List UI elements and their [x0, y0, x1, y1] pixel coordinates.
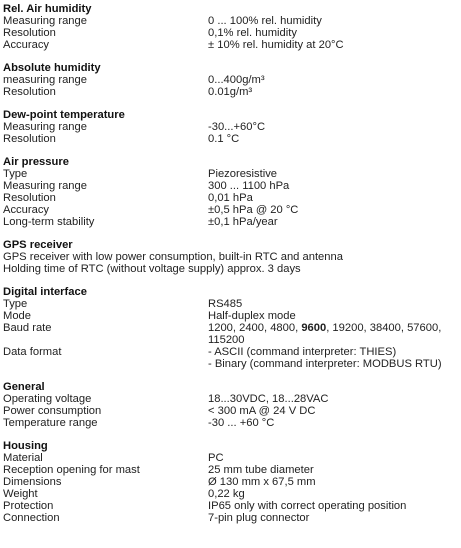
spec-label: Accuracy — [3, 204, 50, 216]
spec-row — [3, 121, 461, 133]
spec-value: -30...+60°C — [208, 121, 266, 133]
section-title: Air pressure — [3, 156, 69, 168]
baud-rate-values — [208, 322, 458, 346]
spec-value: 0.01g/m³ — [208, 86, 253, 98]
baud-rate-before: 1200, 2400, 4800, — [208, 322, 302, 334]
spec-row — [3, 192, 461, 204]
spec-value: -30 ... +60 °C — [208, 417, 275, 429]
baud-rate-line — [208, 322, 458, 334]
baud-rate-default: 9600 — [301, 322, 327, 334]
gps-description-line: GPS receiver with low power consumption, built-in RTC and antenna — [3, 251, 343, 263]
section-digital-interface — [3, 286, 461, 370]
spec-value: 0...400g/m³ — [208, 74, 265, 86]
spec-row — [3, 393, 461, 405]
spec-row — [3, 27, 461, 39]
spec-label: Measuring range — [3, 15, 87, 27]
spec-row — [3, 417, 461, 429]
gps-description-line: Holding time of RTC (without voltage supply) approx. 3 days — [3, 263, 301, 275]
spec-label: Resolution — [3, 27, 56, 39]
spec-value: 0,22 kg — [208, 488, 245, 500]
spec-row — [3, 488, 461, 500]
spec-value: 300 ... 1100 hPa — [208, 180, 290, 192]
spec-label: Temperature range — [3, 417, 98, 429]
baud-rate-line: 115200 — [208, 334, 245, 346]
spec-label: Long-term stability — [3, 216, 95, 228]
spec-row-baud — [3, 322, 461, 346]
spec-row — [3, 512, 461, 524]
baud-rate-after: , 19200, 38400, 57600, — [326, 322, 442, 334]
spec-value: 7-pin plug connector — [208, 512, 310, 524]
spec-label: Weight — [3, 488, 38, 500]
spec-row — [3, 216, 461, 228]
spec-value: < 300 mA @ 24 V DC — [208, 405, 316, 417]
spec-label: Type — [3, 168, 28, 180]
spec-row — [3, 180, 461, 192]
spec-row — [3, 15, 461, 27]
spec-value: ±0,1 hPa/year — [208, 216, 278, 228]
section-title: Digital interface — [3, 286, 87, 298]
spec-row — [3, 405, 461, 417]
section-title: General — [3, 381, 45, 393]
spec-row — [3, 452, 461, 464]
spec-value: 18...30VDC, 18...28VAC — [208, 393, 329, 405]
spec-label: Resolution — [3, 133, 56, 145]
section-title: Dew-point temperature — [3, 109, 125, 121]
spec-row — [3, 298, 461, 310]
spec-value: 25 mm tube diameter — [208, 464, 314, 476]
spec-value: 0,1% rel. humidity — [208, 27, 297, 39]
spec-label: Dimensions — [3, 476, 62, 488]
spec-label: Reception opening for mast — [3, 464, 140, 476]
spec-row — [3, 39, 461, 51]
spec-value: IP65 only with correct operating position — [208, 500, 407, 512]
section-gps — [3, 239, 461, 275]
spec-label: Mode — [3, 310, 31, 322]
spec-value: ± 10% rel. humidity at 20°C — [208, 39, 344, 51]
section-dew-point — [3, 109, 461, 145]
spec-label: Accuracy — [3, 39, 50, 51]
spec-row — [3, 133, 461, 145]
spec-row — [3, 464, 461, 476]
section-title: GPS receiver — [3, 239, 73, 251]
spec-label: Resolution — [3, 86, 56, 98]
spec-label: Measuring range — [3, 121, 87, 133]
section-rel-humidity — [3, 3, 461, 51]
spec-label: Baud rate — [3, 322, 52, 334]
section-air-pressure — [3, 156, 461, 228]
spec-value: ±0,5 hPa @ 20 °C — [208, 204, 299, 216]
spec-row — [3, 86, 461, 98]
spec-label: Power consumption — [3, 405, 102, 417]
spec-value: Piezoresistive — [208, 168, 278, 180]
spec-value: 0.1 °C — [208, 133, 240, 145]
spec-label: Protection — [3, 500, 54, 512]
spec-row — [3, 500, 461, 512]
spec-label: Resolution — [3, 192, 56, 204]
section-title: Rel. Air humidity — [3, 3, 92, 15]
spec-label: measuring range — [3, 74, 87, 86]
spec-row — [3, 204, 461, 216]
data-format-line: - ASCII (command interpreter: THIES) — [208, 346, 397, 358]
data-format-values — [208, 346, 458, 370]
section-general — [3, 381, 461, 429]
spec-value: 0 ... 100% rel. humidity — [208, 15, 322, 27]
spec-value: PC — [208, 452, 224, 464]
section-abs-humidity — [3, 62, 461, 98]
spec-label: Connection — [3, 512, 60, 524]
spec-row — [3, 310, 461, 322]
data-format-line: - Binary (command interpreter: MODBUS RTU) — [208, 358, 442, 370]
spec-value: RS485 — [208, 298, 243, 310]
section-housing — [3, 440, 461, 524]
spec-row — [3, 168, 461, 180]
section-title: Housing — [3, 440, 48, 452]
spec-label: Type — [3, 298, 28, 310]
spec-value: Ø 130 mm x 67,5 mm — [208, 476, 316, 488]
spec-value: Half-duplex mode — [208, 310, 296, 322]
spec-label: Operating voltage — [3, 393, 92, 405]
spec-label: Measuring range — [3, 180, 87, 192]
spec-label: Data format — [3, 346, 62, 358]
spec-row-format — [3, 346, 461, 370]
section-title: Absolute humidity — [3, 62, 101, 74]
spec-value: 0,01 hPa — [208, 192, 253, 204]
spec-row — [3, 74, 461, 86]
spec-label: Material — [3, 452, 43, 464]
spec-row — [3, 476, 461, 488]
